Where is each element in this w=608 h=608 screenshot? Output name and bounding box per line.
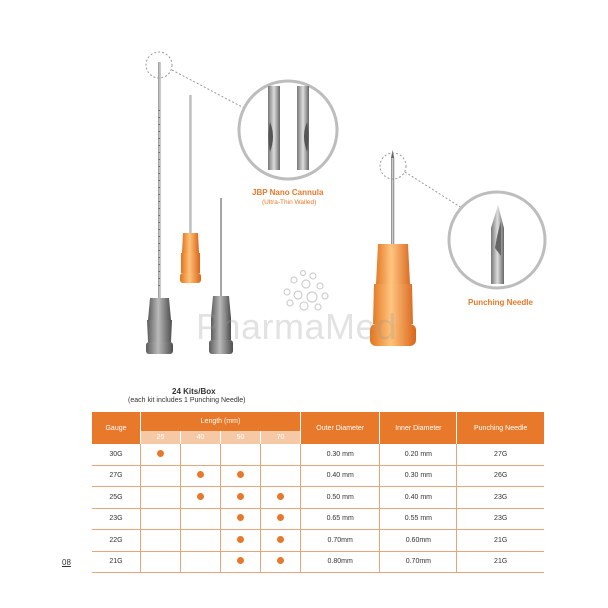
header-inner-diameter: Inner Diameter [380, 412, 457, 444]
outer-diameter-cell: 0.80mm [301, 551, 380, 573]
length-cell [141, 508, 181, 530]
length-cell [261, 465, 301, 487]
cannula-tip-magnifier [239, 81, 337, 179]
table-row [92, 487, 544, 509]
inner-diameter-cell: 0.70mm [380, 551, 457, 573]
punching-needle-cell: 26G [457, 465, 544, 487]
gauge-cell: 27G [92, 465, 141, 487]
punching-needle-cell: 21G [457, 551, 544, 573]
punching-needle-cell: 23G [457, 508, 544, 530]
length-cell [181, 508, 221, 530]
length-cell [261, 551, 301, 573]
page-number: 08 [62, 558, 71, 567]
availability-dot [277, 514, 284, 521]
inner-diameter-cell: 0.60mm [380, 530, 457, 552]
length-cell [221, 551, 261, 573]
availability-dot [237, 536, 244, 543]
length-cell [181, 444, 221, 465]
availability-dot [277, 557, 284, 564]
inner-diameter-cell: 0.40 mm [380, 487, 457, 509]
length-cell [221, 487, 261, 509]
length-cell [141, 487, 181, 509]
length-cell [261, 487, 301, 509]
gauge-cell: 22G [92, 530, 141, 552]
outer-diameter-cell: 0.30 mm [301, 444, 380, 465]
length-cell [141, 444, 181, 465]
punching-needle-caption: Punching Needle [468, 298, 533, 307]
punching-needle-cell: 27G [457, 444, 544, 465]
table-row [92, 465, 544, 487]
spec-table-body [92, 444, 544, 573]
inner-diameter-cell: 0.30 mm [380, 465, 457, 487]
spec-table [92, 412, 544, 573]
orange-cannula [180, 95, 201, 283]
length-cell [141, 465, 181, 487]
table-row [92, 551, 544, 573]
outer-diameter-cell: 0.40 mm [301, 465, 380, 487]
availability-dot [277, 536, 284, 543]
availability-dot [237, 557, 244, 564]
header-punching-needle: Punching Needle [457, 412, 544, 444]
table-row [92, 508, 544, 530]
length-cell [221, 530, 261, 552]
inner-diameter-cell: 0.20 mm [380, 444, 457, 465]
length-cell [141, 530, 181, 552]
length-cell [261, 444, 301, 465]
length-70: 70 [261, 431, 301, 444]
outer-diameter-cell: 0.50 mm [301, 487, 380, 509]
length-cell [221, 465, 261, 487]
watermark-text: PharmaMed [196, 306, 397, 347]
availability-dot [197, 493, 204, 500]
kits-per-box: 24 Kits/Box [172, 387, 216, 396]
gauge-cell: 23G [92, 508, 141, 530]
outer-diameter-cell: 0.70mm [301, 530, 380, 552]
length-cell [181, 487, 221, 509]
gauge-cell: 21G [92, 551, 141, 573]
watermark-logo [284, 271, 328, 311]
gauge-cell: 30G [92, 444, 141, 465]
header-length: Length (mm) [141, 412, 301, 431]
long-cannula [146, 62, 173, 354]
needle-tip-magnifier [449, 192, 545, 288]
length-cell [221, 508, 261, 530]
length-cell [261, 508, 301, 530]
length-50: 50 [221, 431, 261, 444]
header-outer-diameter: Outer Diameter [301, 412, 380, 444]
outer-diameter-cell: 0.65 mm [301, 508, 380, 530]
punching-needle-cell: 21G [457, 530, 544, 552]
availability-dot [237, 493, 244, 500]
table-row [92, 530, 544, 552]
length-cell [141, 551, 181, 573]
availability-dot [197, 471, 204, 478]
availability-dot [237, 514, 244, 521]
length-cell [261, 530, 301, 552]
kits-note: (each kit includes 1 Punching Needle) [128, 397, 246, 404]
length-cell [181, 465, 221, 487]
length-25: 25 [141, 431, 181, 444]
header-gauge: Gauge [92, 412, 141, 444]
availability-dot [157, 450, 164, 457]
table-row [92, 444, 544, 465]
availability-dot [277, 493, 284, 500]
length-cell [181, 530, 221, 552]
length-cell [221, 444, 261, 465]
length-40: 40 [181, 431, 221, 444]
availability-dot [237, 471, 244, 478]
gauge-cell: 25G [92, 487, 141, 509]
length-cell [181, 551, 221, 573]
inner-diameter-cell: 0.55 mm [380, 508, 457, 530]
nano-cannula-title: JBP Nano Cannula [252, 188, 324, 197]
nano-cannula-subtitle: (Ultra-Thin Walled) [262, 199, 317, 206]
punching-needle-cell: 23G [457, 487, 544, 509]
